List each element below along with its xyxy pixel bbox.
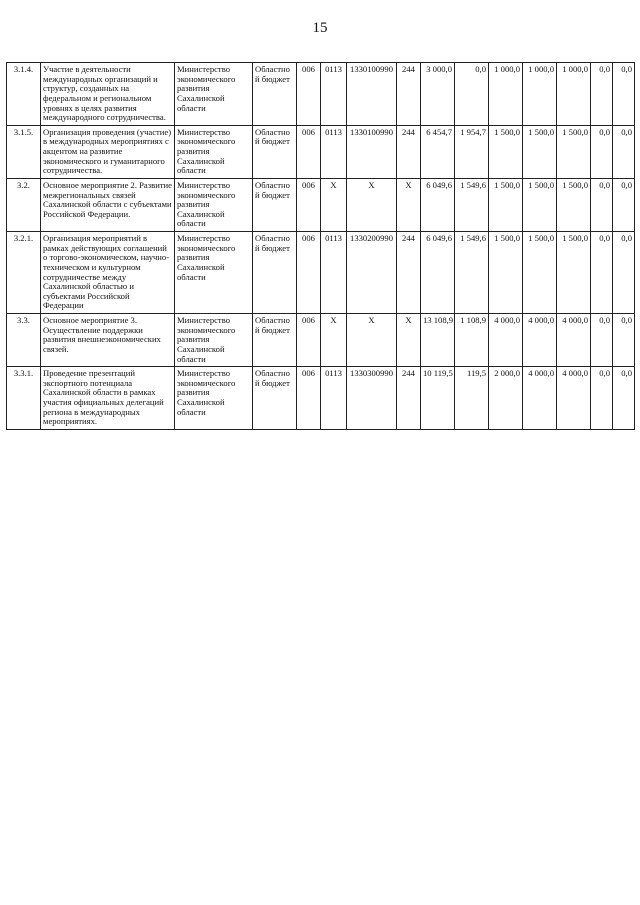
row-number-cell: 3.3. xyxy=(7,314,41,367)
amount-cell: 1 500,0 xyxy=(489,125,523,178)
csr-code-cell: X xyxy=(347,178,397,231)
amount-cell: 1 549,6 xyxy=(455,232,489,314)
amount-cell: 10 119,5 xyxy=(421,367,455,430)
table-row xyxy=(7,63,635,126)
amount-cell: 0,0 xyxy=(613,314,635,367)
csr-code-cell: 1330200990 xyxy=(347,232,397,314)
budget-table-container xyxy=(6,62,634,430)
amount-cell: 4 000,0 xyxy=(489,314,523,367)
amount-cell: 0,0 xyxy=(613,63,635,126)
vr-code-cell: 244 xyxy=(397,63,421,126)
funding-source-cell: Областной бюджет xyxy=(253,314,297,367)
amount-cell: 119,5 xyxy=(455,367,489,430)
amount-cell: 0,0 xyxy=(613,125,635,178)
grbs-code-cell: 006 xyxy=(297,232,321,314)
csr-code-cell: 1330100990 xyxy=(347,125,397,178)
table-row xyxy=(7,314,635,367)
table-row xyxy=(7,125,635,178)
row-number-cell: 3.1.5. xyxy=(7,125,41,178)
funding-source-cell: Областной бюджет xyxy=(253,125,297,178)
budget-table xyxy=(6,62,635,430)
activity-name-cell: Основное мероприятие 2. Развитие межрегиональных связей Сахалинской области с субъектами Российской Федерации. xyxy=(41,178,175,231)
grbs-code-cell: 006 xyxy=(297,314,321,367)
rzpr-code-cell: X xyxy=(321,314,347,367)
amount-cell: 1 000,0 xyxy=(557,63,591,126)
amount-cell: 1 500,0 xyxy=(523,125,557,178)
executor-cell: Министерство экономического развития Сахалинской области xyxy=(175,178,253,231)
amount-cell: 1 000,0 xyxy=(523,63,557,126)
activity-name-cell: Основное мероприятие 3. Осуществление поддержки развития внешнеэкономических связей. xyxy=(41,314,175,367)
amount-cell: 0,0 xyxy=(613,178,635,231)
amount-cell: 4 000,0 xyxy=(523,314,557,367)
rzpr-code-cell: 0113 xyxy=(321,125,347,178)
grbs-code-cell: 006 xyxy=(297,367,321,430)
csr-code-cell: X xyxy=(347,314,397,367)
csr-code-cell: 1330100990 xyxy=(347,63,397,126)
amount-cell: 1 500,0 xyxy=(557,125,591,178)
table-row xyxy=(7,367,635,430)
activity-name-cell: Организация мероприятий в рамках действующих соглашений о торгово-экономическом, научно-техническом и культурном сотрудничестве между Сахалинской областью и субъектами Российской Федерации xyxy=(41,232,175,314)
activity-name-cell: Проведение презентаций экспортного потенциала Сахалинской области в рамках участия официальных делегаций региона в международных мероприятиях. xyxy=(41,367,175,430)
amount-cell: 0,0 xyxy=(591,314,613,367)
vr-code-cell: 244 xyxy=(397,232,421,314)
amount-cell: 1 500,0 xyxy=(523,232,557,314)
amount-cell: 0,0 xyxy=(591,125,613,178)
amount-cell: 1 500,0 xyxy=(523,178,557,231)
amount-cell: 0,0 xyxy=(591,178,613,231)
vr-code-cell: 244 xyxy=(397,125,421,178)
grbs-code-cell: 006 xyxy=(297,63,321,126)
amount-cell: 13 108,9 xyxy=(421,314,455,367)
amount-cell: 0,0 xyxy=(591,63,613,126)
funding-source-cell: Областной бюджет xyxy=(253,178,297,231)
amount-cell: 0,0 xyxy=(591,232,613,314)
page-number: 15 xyxy=(312,20,328,36)
amount-cell: 6 049,6 xyxy=(421,178,455,231)
amount-cell: 1 954,7 xyxy=(455,125,489,178)
executor-cell: Министерство экономического развития Сахалинской области xyxy=(175,63,253,126)
rzpr-code-cell: 0113 xyxy=(321,232,347,314)
amount-cell: 1 500,0 xyxy=(489,232,523,314)
executor-cell: Министерство экономического развития Сахалинской области xyxy=(175,232,253,314)
amount-cell: 0,0 xyxy=(591,367,613,430)
rzpr-code-cell: 0113 xyxy=(321,63,347,126)
csr-code-cell: 1330300990 xyxy=(347,367,397,430)
funding-source-cell: Областной бюджет xyxy=(253,63,297,126)
amount-cell: 1 500,0 xyxy=(557,232,591,314)
rzpr-code-cell: 0113 xyxy=(321,367,347,430)
grbs-code-cell: 006 xyxy=(297,125,321,178)
vr-code-cell: X xyxy=(397,314,421,367)
amount-cell: 3 000,0 xyxy=(421,63,455,126)
funding-source-cell: Областной бюджет xyxy=(253,367,297,430)
amount-cell: 1 000,0 xyxy=(489,63,523,126)
grbs-code-cell: 006 xyxy=(297,178,321,231)
table-row xyxy=(7,178,635,231)
table-body xyxy=(7,63,635,430)
funding-source-cell: Областной бюджет xyxy=(253,232,297,314)
vr-code-cell: 244 xyxy=(397,367,421,430)
amount-cell: 0,0 xyxy=(613,367,635,430)
row-number-cell: 3.1.4. xyxy=(7,63,41,126)
amount-cell: 0,0 xyxy=(613,232,635,314)
rzpr-code-cell: X xyxy=(321,178,347,231)
amount-cell: 4 000,0 xyxy=(523,367,557,430)
executor-cell: Министерство экономического развития Сахалинской области xyxy=(175,314,253,367)
activity-name-cell: Организация проведения (участие) в международных мероприятиях с акцентом на развитие экономического и гуманитарного сотрудничества. xyxy=(41,125,175,178)
row-number-cell: 3.2.1. xyxy=(7,232,41,314)
amount-cell: 4 000,0 xyxy=(557,314,591,367)
amount-cell: 0,0 xyxy=(455,63,489,126)
amount-cell: 6 049,6 xyxy=(421,232,455,314)
table-row xyxy=(7,232,635,314)
vr-code-cell: X xyxy=(397,178,421,231)
amount-cell: 6 454,7 xyxy=(421,125,455,178)
amount-cell: 1 500,0 xyxy=(557,178,591,231)
amount-cell: 4 000,0 xyxy=(557,367,591,430)
row-number-cell: 3.2. xyxy=(7,178,41,231)
row-number-cell: 3.3.1. xyxy=(7,367,41,430)
amount-cell: 1 549,6 xyxy=(455,178,489,231)
amount-cell: 1 500,0 xyxy=(489,178,523,231)
executor-cell: Министерство экономического развития Сахалинской области xyxy=(175,367,253,430)
amount-cell: 1 108,9 xyxy=(455,314,489,367)
executor-cell: Министерство экономического развития Сахалинской области xyxy=(175,125,253,178)
amount-cell: 2 000,0 xyxy=(489,367,523,430)
activity-name-cell: Участие в деятельности международных организаций и структур, созданных на федеральном и региональном уровнях в целях развития международного сотрудничества. xyxy=(41,63,175,126)
